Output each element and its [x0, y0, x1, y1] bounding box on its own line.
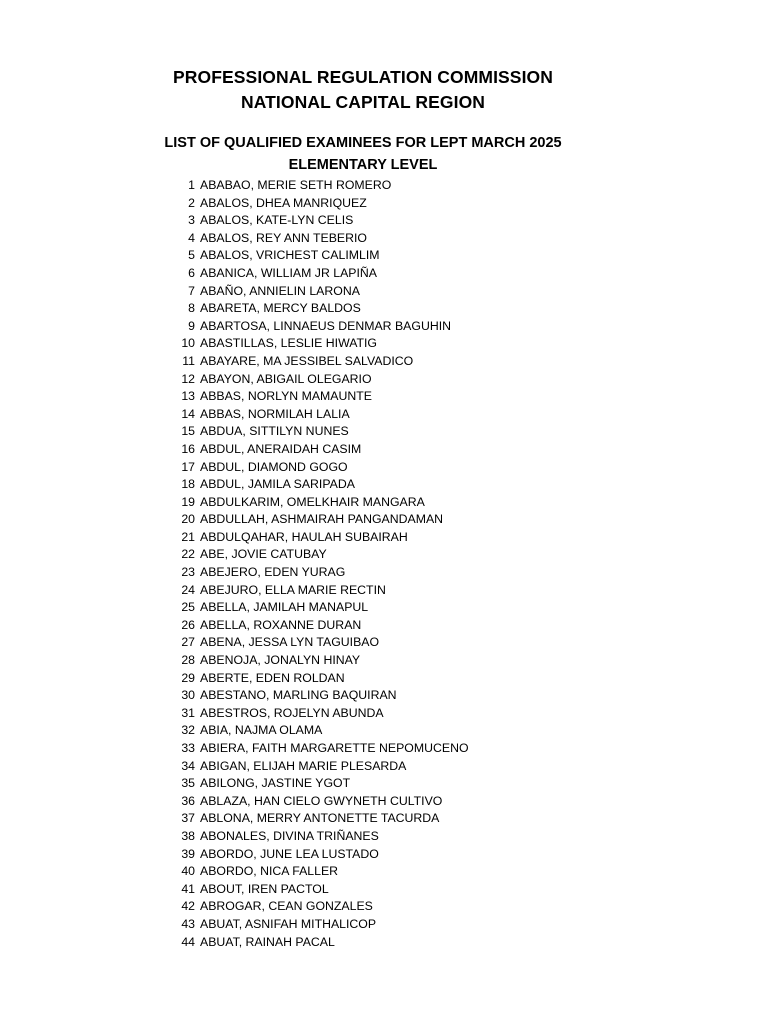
examinee-name: ABE, JOVIE CATUBAY	[200, 547, 327, 562]
examinee-name: ABONALES, DIVINA TRIÑANES	[200, 828, 379, 843]
examinee-name: ABROGAR, CEAN GONZALES	[200, 899, 373, 914]
examinee-name: ABDULKARIM, OMELKHAIR MANGARA	[200, 494, 425, 509]
examinee-name: ABUAT, RAINAH PACAL	[200, 934, 335, 949]
examinee-number: 2	[188, 195, 195, 210]
examinee-name: ABIGAN, ELIJAH MARIE PLESARDA	[200, 758, 407, 773]
list-item	[160, 423, 620, 441]
examinee-name: ABDUA, SITTILYN NUNES	[200, 424, 349, 439]
list-item	[160, 898, 620, 916]
examinee-number: 28	[181, 653, 195, 668]
examinee-name: ABDUL, DIAMOND GOGO	[200, 459, 348, 474]
examinee-number: 1	[188, 178, 195, 192]
examinee-number: 10	[181, 336, 195, 351]
examinee-name: ABALOS, DHEA MANRIQUEZ	[200, 195, 367, 210]
examinee-number: 32	[181, 723, 195, 738]
examinee-name: ABDUL, ANERAIDAH CASIM	[200, 441, 362, 456]
examinee-name: ABOUT, IREN PACTOL	[200, 881, 329, 896]
examinee-number: 17	[181, 459, 195, 474]
examinee-number: 12	[181, 371, 195, 386]
examinee-number: 21	[181, 529, 195, 544]
list-item	[160, 705, 620, 723]
level-subtitle: ELEMENTARY LEVEL	[288, 157, 438, 173]
list-item	[160, 441, 620, 459]
examinee-name: ABALOS, KATE-LYN CELIS	[200, 213, 354, 228]
list-item	[160, 247, 620, 265]
examinee-number: 9	[188, 318, 195, 333]
examinee-name: ABALOS, REY ANN TEBERIO	[200, 230, 367, 245]
examinee-number: 27	[181, 635, 195, 650]
list-item	[160, 599, 620, 617]
examinee-number: 34	[181, 758, 195, 773]
examinee-number: 26	[181, 617, 195, 632]
list-title: LIST OF QUALIFIED EXAMINEES FOR LEPT MARCH 2025	[164, 135, 562, 151]
examinee-name: ABESTANO, MARLING BAQUIRAN	[200, 688, 397, 703]
list-item	[160, 758, 620, 776]
list-item	[160, 459, 620, 477]
examinee-number: 40	[181, 864, 195, 879]
examinee-number: 3	[188, 213, 195, 228]
list-item	[160, 371, 620, 389]
list-item	[160, 546, 620, 564]
examinee-number: 11	[182, 353, 195, 368]
list-item	[160, 775, 620, 793]
examinee-name: ABDUL, JAMILA SARIPADA	[200, 477, 355, 492]
examinee-number: 29	[181, 670, 195, 685]
examinee-number: 20	[181, 512, 195, 527]
list-item	[160, 564, 620, 582]
examinee-name: ABAYARE, MA JESSIBEL SALVADICO	[200, 353, 414, 368]
examinee-name: ABLAZA, HAN CIELO GWYNETH CULTIVO	[200, 793, 443, 808]
examinee-name: ABORDO, JUNE LEA LUSTADO	[200, 846, 379, 861]
examinee-number: 7	[188, 283, 195, 298]
list-item	[160, 388, 620, 406]
examinee-number: 16	[181, 441, 195, 456]
list-item	[160, 177, 620, 195]
examinee-name: ABEJURO, ELLA MARIE RECTIN	[200, 582, 386, 597]
list-item	[160, 846, 620, 864]
examinee-name: ABDULQAHAR, HAULAH SUBAIRAH	[200, 529, 408, 544]
examinee-number: 39	[181, 846, 195, 861]
examinee-number: 43	[181, 916, 195, 931]
list-item	[160, 353, 620, 371]
examinee-name: ABEJERO, EDEN YURAG	[200, 565, 346, 580]
list-item	[160, 511, 620, 529]
examinee-number: 4	[188, 230, 195, 245]
commission-title: PROFESSIONAL REGULATION COMMISSION	[173, 67, 553, 87]
examinee-name: ABASTILLAS, LESLIE HIWATIG	[200, 336, 377, 351]
examinee-name: ABIA, NAJMA OLAMA	[200, 723, 323, 738]
list-item	[160, 476, 620, 494]
list-item	[160, 617, 620, 635]
examinee-name: ABILONG, JASTINE YGOT	[200, 776, 351, 791]
examinee-name: ABAYON, ABIGAIL OLEGARIO	[200, 371, 372, 386]
list-item	[160, 230, 620, 248]
examinee-number: 15	[181, 424, 195, 439]
examinee-list	[160, 177, 620, 951]
examinee-name: ABALOS, VRICHEST CALIMLIM	[200, 248, 380, 263]
examinee-name: ABANICA, WILLIAM JR LAPIÑA	[200, 265, 377, 280]
examinee-number: 6	[188, 265, 195, 280]
list-item	[160, 335, 620, 353]
list-item	[160, 722, 620, 740]
examinee-name: ABBAS, NORMILAH LALIA	[200, 406, 350, 421]
examinee-name: ABESTROS, ROJELYN ABUNDA	[200, 705, 384, 720]
list-item	[160, 283, 620, 301]
examinee-number: 14	[181, 406, 195, 421]
examinee-number: 37	[181, 811, 195, 826]
examinee-number: 42	[181, 899, 195, 914]
examinee-name: ABABAO, MERIE SETH ROMERO	[200, 178, 392, 192]
list-item	[160, 582, 620, 600]
examinee-number: 41	[181, 881, 195, 896]
examinee-number: 18	[181, 477, 195, 492]
list-item	[160, 195, 620, 213]
examinee-name: ABARETA, MERCY BALDOS	[200, 301, 361, 316]
examinee-number: 23	[181, 565, 195, 580]
examinee-name: ABBAS, NORLYN MAMAUNTE	[200, 389, 372, 404]
examinee-number: 22	[181, 547, 195, 562]
examinee-number: 38	[181, 828, 195, 843]
examinee-number: 31	[181, 705, 195, 720]
examinee-name: ABELLA, ROXANNE DURAN	[200, 617, 362, 632]
list-item	[160, 828, 620, 846]
list-item	[160, 494, 620, 512]
list-item	[160, 863, 620, 881]
list-item	[160, 406, 620, 424]
list-item	[160, 265, 620, 283]
examinee-name: ABDULLAH, ASHMAIRAH PANGANDAMAN	[200, 512, 444, 527]
region-title: NATIONAL CAPITAL REGION	[240, 92, 486, 112]
examinee-number: 13	[181, 389, 195, 404]
list-item	[160, 529, 620, 547]
examinee-name: ABARTOSA, LINNAEUS DENMAR BAGUHIN	[200, 318, 452, 333]
examinee-name: ABLONA, MERRY ANTONETTE TACURDA	[200, 811, 440, 826]
examinee-number: 36	[181, 793, 195, 808]
list-item	[160, 740, 620, 758]
examinee-name: ABAÑO, ANNIELIN LARONA	[200, 283, 360, 298]
list-item	[160, 212, 620, 230]
list-item	[160, 916, 620, 934]
list-item	[160, 670, 620, 688]
examinee-name: ABENA, JESSA LYN TAGUIBAO	[200, 635, 380, 650]
examinee-name: ABENOJA, JONALYN HINAY	[200, 653, 361, 668]
examinee-name: ABORDO, NICA FALLER	[200, 864, 339, 879]
examinee-name: ABERTE, EDEN ROLDAN	[200, 670, 345, 685]
list-item	[160, 300, 620, 318]
examinee-number: 19	[181, 494, 195, 509]
examinee-name: ABELLA, JAMILAH MANAPUL	[200, 600, 369, 615]
examinee-number: 30	[181, 688, 195, 703]
examinee-number: 8	[188, 301, 195, 316]
examinee-number: 35	[181, 776, 195, 791]
list-item	[160, 793, 620, 811]
examinee-name: ABIERA, FAITH MARGARETTE NEPOMUCENO	[200, 741, 469, 755]
list-item	[160, 318, 620, 336]
examinee-number: 5	[188, 248, 195, 263]
list-item	[160, 810, 620, 828]
list-item	[160, 687, 620, 705]
list-item	[160, 634, 620, 652]
examinee-name: ABUAT, ASNIFAH MITHALICOP	[200, 916, 377, 931]
examinee-number: 24	[181, 582, 195, 597]
list-item	[160, 881, 620, 899]
examinee-number: 33	[181, 741, 195, 755]
examinee-number: 44	[181, 934, 195, 949]
examinee-number: 25	[181, 600, 195, 615]
list-item	[160, 934, 620, 952]
list-item	[160, 652, 620, 670]
